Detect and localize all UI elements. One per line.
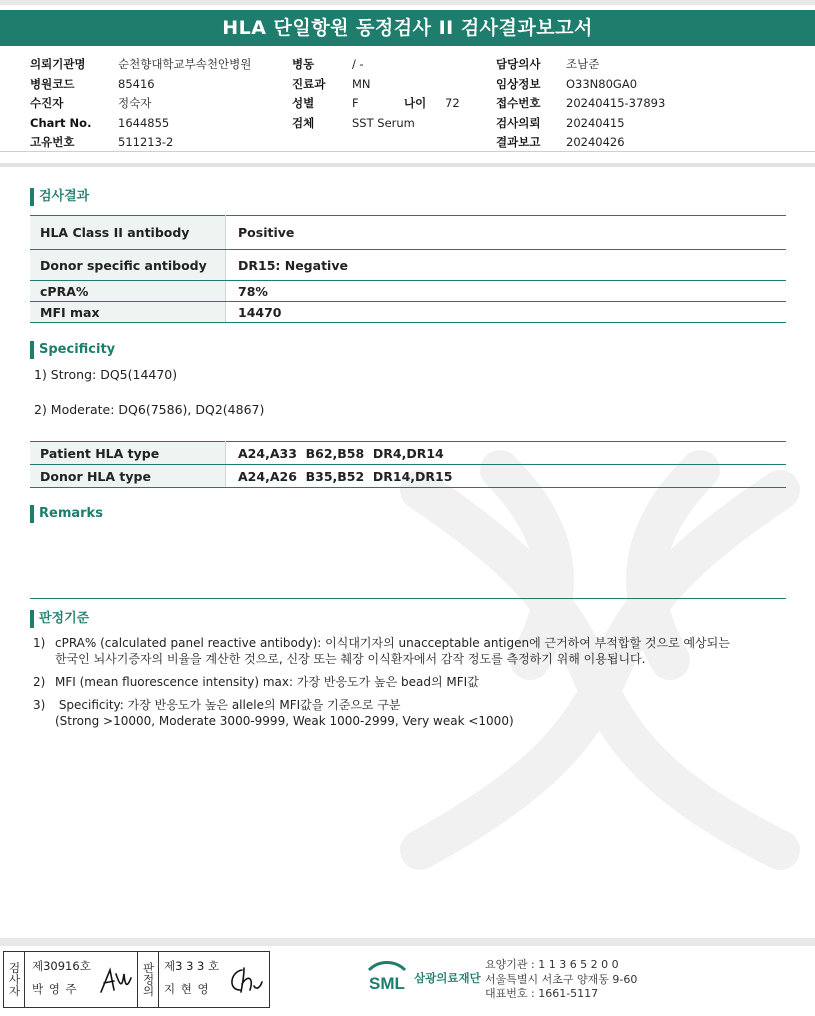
org-name: 삼광의료재단: [414, 971, 481, 985]
table-row: [30, 281, 786, 302]
info-col-2: [292, 55, 460, 133]
org-code: 요양기관 : 1 1 3 6 5 2 0 0: [485, 958, 619, 971]
value-clinical-info: O33N80GA0: [566, 76, 638, 91]
result-key: cPRA%: [30, 281, 226, 302]
criteria-line: (Strong >10000, Moderate 3000-9999, Weak 1000-2999, Very weak <1000): [55, 714, 514, 728]
hla-value: A24,A26 B35,B52 DR14,DR15: [226, 465, 787, 488]
hla-type-table: [30, 441, 786, 488]
signature-box: [3, 951, 270, 1008]
criteria-num: 2): [33, 675, 46, 689]
value-unique-no: 511213-2: [118, 135, 174, 149]
label-institution: 의뢰기관명: [30, 57, 86, 71]
value-department: MN: [352, 76, 371, 91]
org-address: 서울특별시 서초구 양재동 9-60: [485, 972, 638, 986]
criteria-item-1: [33, 635, 730, 667]
divider-thick: [0, 163, 815, 167]
sml-logo: [365, 958, 481, 998]
divider: [0, 151, 815, 152]
criteria-num: 1): [33, 636, 46, 650]
label-unique-no: 고유번호: [30, 135, 75, 149]
criteria-line: 한국인 뇌사기증자의 비율을 계산한 것으로, 신장 또는 췌장 이식환자에서 감작 정도를 측정하기 위해 이용됩니다.: [55, 652, 646, 666]
examiner-label: 검사자: [4, 952, 25, 1007]
examiner-license: 제30916호: [32, 959, 91, 973]
report-title: HLA 단일항원 동정검사 II 검사결과보고서: [0, 10, 815, 46]
criteria-line: cPRA% (calculated panel reactive antibody): 이식대기자의 unacceptable antigen에 근거하여 부적합할 것으로 예상되는: [55, 636, 730, 650]
value-receipt-no: 20240415-37893: [566, 96, 666, 110]
result-value: 14470: [226, 302, 787, 323]
value-institution: 순천향대학교부속천안병원: [118, 57, 252, 71]
label-department: 진료과: [292, 76, 326, 91]
criteria-num: 3): [33, 698, 46, 712]
table-row: [30, 250, 786, 281]
table-row: [30, 216, 786, 250]
approver-license: 제3 3 3 호: [164, 959, 220, 973]
examiner-name: 박 영 주: [32, 982, 78, 996]
label-sex: 성별: [292, 96, 315, 110]
hla-key: Patient HLA type: [30, 442, 226, 465]
value-sex: F: [352, 96, 359, 110]
hla-value: A24,A33 B62,B58 DR4,DR14: [226, 442, 787, 465]
result-value: 78%: [226, 281, 787, 302]
label-patient: 수진자: [30, 96, 64, 110]
result-value: DR15: Negative: [226, 250, 787, 281]
section-criteria-title: 판정기준: [30, 610, 89, 628]
section-results-title: 검사결과: [30, 188, 89, 206]
value-specimen: SST Serum: [352, 115, 415, 130]
label-report-date: 결과보고: [496, 135, 541, 149]
value-chart-no: 1644855: [118, 115, 170, 130]
sml-logo-text: SML: [369, 974, 405, 993]
info-col-1: [30, 55, 251, 153]
table-row: [30, 465, 786, 488]
section-remarks-title: Remarks: [30, 505, 103, 523]
specificity-moderate: 2) Moderate: DQ6(7586), DQ2(4867): [34, 402, 265, 417]
org-phone: 대표번호 : 1661-5117: [485, 987, 599, 1000]
value-age: 72: [445, 96, 460, 110]
remarks-divider: [30, 598, 786, 599]
top-strip: [0, 0, 815, 5]
value-ward: / -: [352, 57, 364, 71]
criteria-item-2: [33, 674, 479, 690]
results-table: [30, 215, 786, 323]
label-chart-no: Chart No.: [30, 115, 92, 130]
sml-logo-mark: [365, 958, 409, 998]
label-clinical-info: 임상정보: [496, 76, 541, 91]
result-value: Positive: [226, 216, 787, 250]
result-key: HLA Class II antibody: [30, 216, 226, 250]
label-doctor: 담당의사: [496, 57, 541, 71]
specificity-strong: 1) Strong: DQ5(14470): [34, 367, 178, 382]
value-patient: 정숙자: [118, 96, 152, 110]
value-doctor: 조남준: [566, 57, 600, 71]
footer-strip: [0, 938, 815, 946]
label-hospital-code: 병원코드: [30, 76, 75, 91]
section-specificity-title: Specificity: [30, 341, 115, 359]
result-key: MFI max: [30, 302, 226, 323]
result-key: Donor specific antibody: [30, 250, 226, 281]
approver-name: 지 현 영: [164, 982, 210, 996]
value-request-date: 20240415: [566, 115, 625, 130]
label-request-date: 검사의뢰: [496, 115, 541, 130]
table-row: [30, 302, 786, 323]
criteria-line: Specificity: 가장 반응도가 높은 allele의 MFI값을 기준으로 구분: [55, 698, 401, 712]
label-receipt-no: 접수번호: [496, 96, 541, 110]
approver-signature: [226, 964, 264, 996]
hla-key: Donor HLA type: [30, 465, 226, 488]
criteria-item-3: [33, 697, 514, 729]
examiner-signature: [98, 966, 134, 996]
approver-label: 판정의: [137, 952, 159, 1007]
table-row: [30, 442, 786, 465]
value-hospital-code: 85416: [118, 76, 155, 91]
value-report-date: 20240426: [566, 135, 625, 149]
label-specimen: 검체: [292, 115, 315, 130]
label-ward: 병동: [292, 57, 315, 71]
org-info: [485, 958, 637, 1002]
info-col-3: [496, 55, 665, 153]
label-age: 나이: [404, 96, 427, 110]
criteria-line: MFI (mean fluorescence intensity) max: 가장 반응도가 높은 bead의 MFI값: [55, 675, 479, 689]
